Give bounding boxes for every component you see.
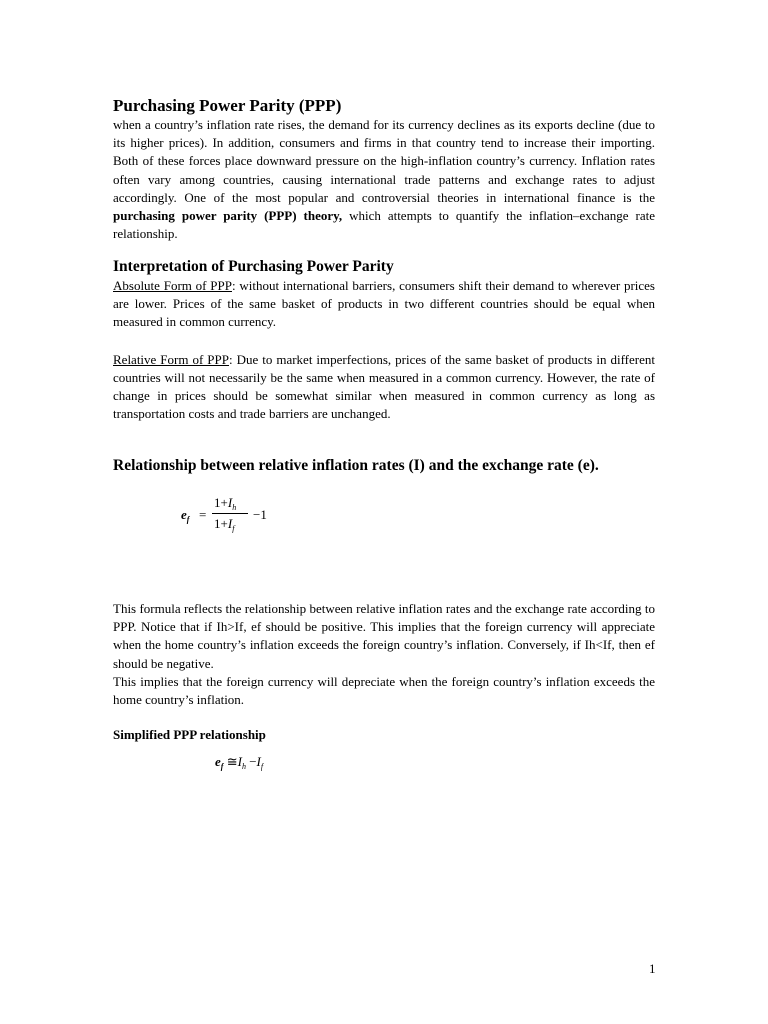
simplified-term1: $I_h$ — [237, 754, 246, 771]
simplified-term2: $I_f$ — [256, 754, 264, 771]
heading-ppp: Purchasing Power Parity (PPP) — [113, 96, 342, 115]
paragraph-ppp-intro — [113, 116, 655, 243]
simplified-formula — [215, 754, 263, 771]
paragraph-absolute-form — [113, 277, 655, 332]
heading-interpretation: Interpretation of Purchasing Power Parity — [113, 258, 394, 275]
section-simplified — [113, 726, 655, 744]
page-number: 1 — [649, 961, 656, 976]
section-explanation — [113, 600, 655, 709]
section-ppp — [113, 96, 655, 243]
formula-equals: = — [199, 507, 207, 522]
paragraph-relative-form — [113, 351, 655, 424]
relative-form-label: Relative Form of PPP — [113, 351, 229, 367]
section-relationship — [113, 456, 655, 476]
simplified-minus: − — [249, 754, 257, 769]
simplified-approx: ≅ — [226, 754, 238, 769]
absolute-form-text: : without international barriers, consumers shift their demand to wherever prices are lower. Prices of the same basket of products in two different countries should be equal when measured in common currency. — [113, 278, 655, 330]
simplified-lhs: $e_f$ — [215, 754, 224, 771]
intro-text-end: which attempts to quantify the inflation–exchange rate relationship. — [113, 208, 655, 242]
section-interpretation — [113, 257, 655, 423]
paragraph-formula-explanation: This formula reflects the relationship between relative inflation rates and the exchange rate according to PPP. Notice that if Ih>If, ef should be positive. This implies that the foreign currency will appreciate when the home country’s inflation exceeds the foreign country’s inflation. Conversely, if Ih<If, then ef should be negative. — [113, 601, 655, 671]
intro-text-bold: purchasing power parity (PPP) theory, — [113, 208, 343, 224]
fraction-denominator: $1+I_f$ — [214, 516, 235, 533]
intro-text-start: when a country’s inflation rate rises, the demand for its currency declines as its exports decline (due to its higher prices). In addition, consumers and firms in that country tend to increase their importing. Both of these forces place downward pressure on the high-inflation country’s currency. Inflation rates often vary among countries, causing international trade patterns and exchange rates to adjust accordingly. One of the most popular and controversial theories in international finance is the — [113, 117, 655, 205]
formula-minus-one: −1 — [253, 507, 267, 522]
absolute-form-label: Absolute Form of PPP — [113, 278, 232, 293]
heading-relationship: Relationship between relative inflation rates (I) and the exchange rate (e). — [113, 457, 599, 474]
fraction-numerator: $1+I_h$ — [214, 495, 237, 512]
relative-form-text: : Due to market imperfections, prices of the same basket of products in different countries will not necessarily be the same when measured in a common currency. However, the rate of change in prices should be somewhat similar when measured in common currency as long as transportation costs and trade barriers are unchanged. — [113, 351, 655, 422]
formula-lhs: $e_f$ — [181, 507, 190, 524]
fraction-bar — [212, 513, 248, 514]
paragraph-depreciation: This implies that the foreign currency will depreciate when the foreign country’s inflation exceeds the home country’s inflation. — [113, 673, 655, 708]
heading-simplified: Simplified PPP relationship — [113, 727, 266, 742]
